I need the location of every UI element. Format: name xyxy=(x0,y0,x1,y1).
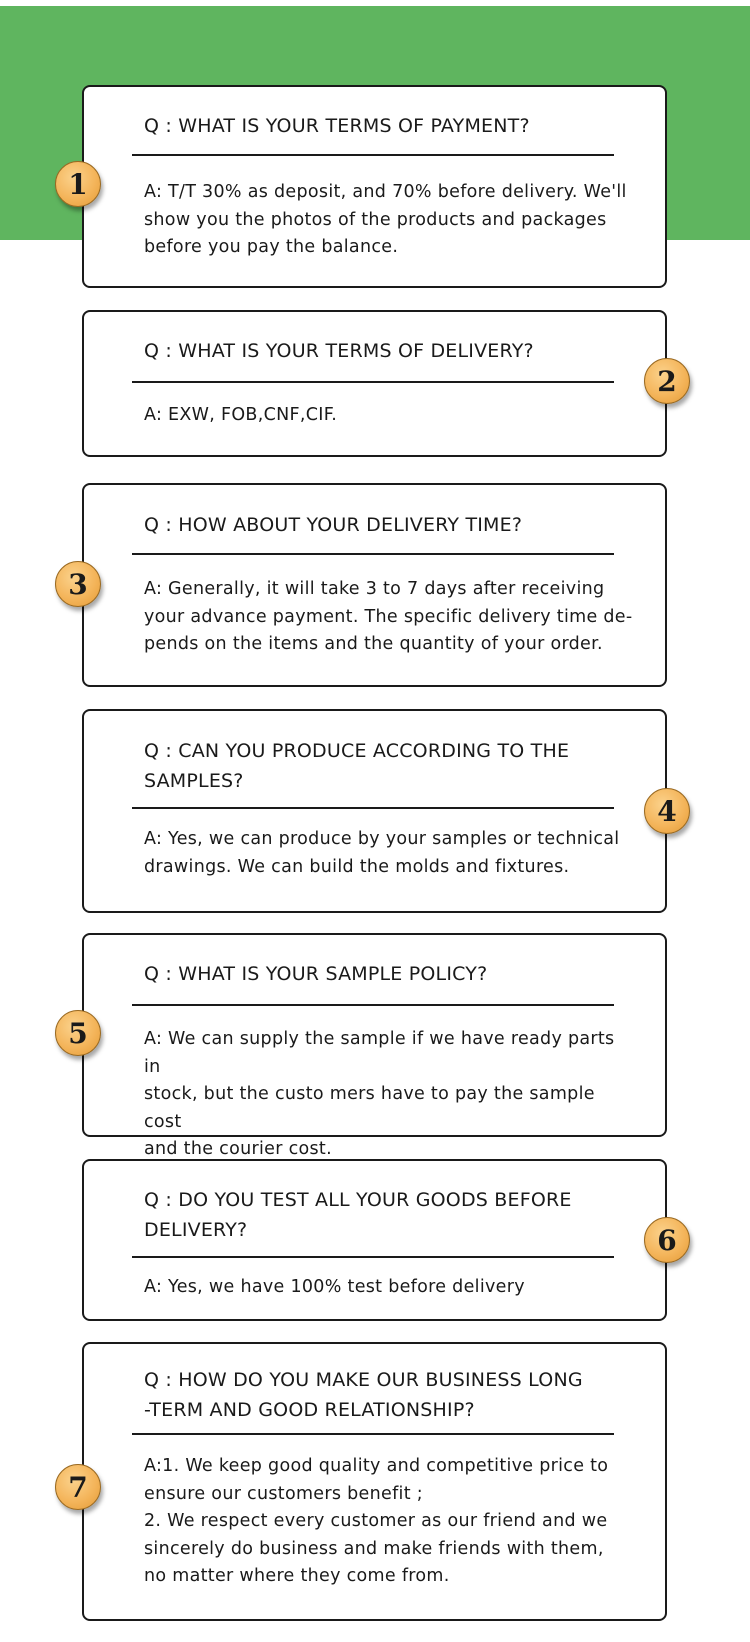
faq-answer-7: A:1. We keep good quality and competitive price to ensure our customers benefit ; 2. We respect every customer as our friend and we sincerely do business and make friends with them, no matter where they come from. xyxy=(144,1456,609,1586)
faq-divider-7 xyxy=(132,1433,614,1435)
faq-number-badge-3: 3 xyxy=(55,561,101,607)
faq-divider-6 xyxy=(132,1256,614,1258)
faq-divider-4 xyxy=(132,807,614,809)
faq-card-7 xyxy=(82,1342,667,1621)
faq-question-7: Q : HOW DO YOU MAKE OUR BUSINESS LONG -TERM AND GOOD RELATIONSHIP? xyxy=(144,1369,583,1421)
faq-card-5 xyxy=(82,933,667,1159)
faq-answer-6: A: Yes, we have 100% test before delivery xyxy=(144,1277,525,1297)
faq-card-4 xyxy=(82,709,667,913)
faq-question-2: Q : WHAT IS YOUR TERMS OF DELIVERY? xyxy=(144,340,534,362)
faq-divider-5 xyxy=(132,1004,614,1006)
faq-number-badge-7: 7 xyxy=(55,1464,101,1510)
faq-card-6 xyxy=(82,1159,667,1321)
faq-answer-4: A: Yes, we can produce by your samples or technical drawings. We can build the molds and fixtures. xyxy=(144,829,620,877)
faq-number-badge-4: 4 xyxy=(644,788,690,834)
faq-card-3 xyxy=(82,483,667,687)
faq-card-2 xyxy=(82,310,667,457)
faq-card-1 xyxy=(82,85,667,288)
faq-question-1: Q : WHAT IS YOUR TERMS OF PAYMENT? xyxy=(144,115,530,137)
faq-question-5: Q : WHAT IS YOUR SAMPLE POLICY? xyxy=(144,963,488,985)
faq-question-3: Q : HOW ABOUT YOUR DELIVERY TIME? xyxy=(144,514,523,536)
faq-question-4: Q : CAN YOU PRODUCE ACCORDING TO THE SAMPLES? xyxy=(144,740,570,792)
faq-answer-3: A: Generally, it will take 3 to 7 days after receiving your advance payment. The specific delivery time de- pends on the items and the quantity of your order. xyxy=(144,579,633,654)
faq-divider-1 xyxy=(132,154,614,156)
faq-answer-1: A: T/T 30% as deposit, and 70% before delivery. We'll show you the photos of the products and packages before you pay the balance. xyxy=(144,182,627,257)
faq-answer-2: A: EXW, FOB,CNF,CIF. xyxy=(144,405,338,425)
faq-number-badge-1: 1 xyxy=(55,161,101,207)
faq-number-badge-2: 2 xyxy=(644,358,690,404)
faq-number-badge-5: 5 xyxy=(55,1010,101,1056)
faq-number-badge-6: 6 xyxy=(644,1217,690,1263)
faq-question-6: Q : DO YOU TEST ALL YOUR GOODS BEFORE DELIVERY? xyxy=(144,1189,572,1241)
faq-divider-3 xyxy=(132,553,614,555)
faq-divider-2 xyxy=(132,381,614,383)
faq-answer-5: A: We can supply the sample if we have ready parts in stock, but the custo mers have to pay the sample cost and the courier cost. xyxy=(144,1029,615,1159)
